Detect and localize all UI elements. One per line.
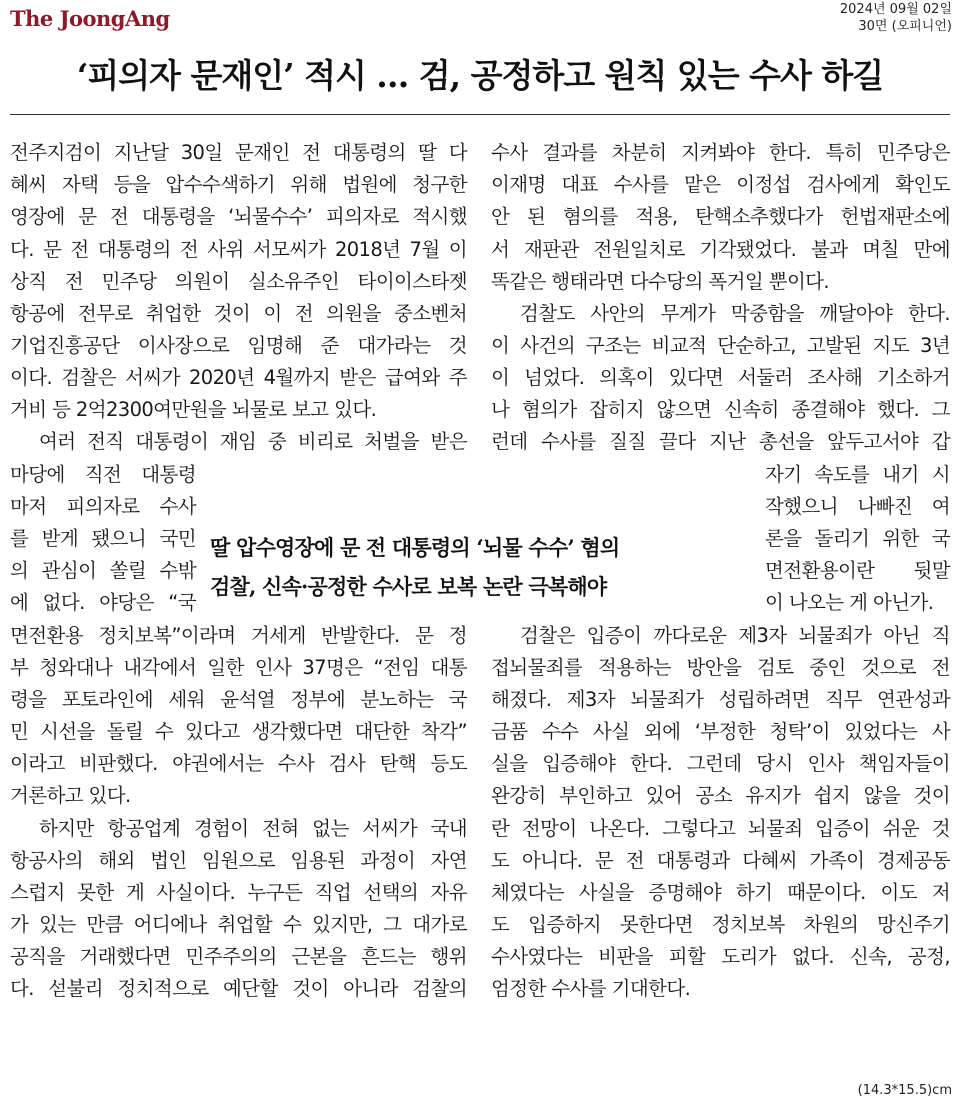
body-text-line: 거비 등 2억2300여만원을 뇌물로 보고 있다. — [10, 398, 377, 421]
body-text-line: 검찰도 사안의 무게가 막중함을 깨달아야 한다. — [520, 302, 950, 325]
body-text-line: 해졌다. 제3자 뇌물죄가 성립하려면 직무 연관성과 — [491, 688, 950, 711]
body-text-line: 영장에 문 전 대통령을 ‘뇌물수수’ 피의자로 적시했 — [10, 205, 467, 228]
body-text-line: 부 청와대나 내각에서 일한 인사 37명은 “전임 대통 — [10, 656, 467, 679]
body-text-line: 공직을 거래했다면 민주주의의 근본을 흔드는 행위 — [10, 945, 467, 968]
masthead-logo: The JoongAng — [10, 6, 170, 31]
body-text-line: 검찰은 입증이 까다로운 제3자 뇌물죄가 아닌 직 — [520, 624, 950, 647]
body-text-line: 론을 돌리기 위한 국 — [765, 527, 950, 550]
body-text-line: 완강히 부인하고 있어 공소 유지가 쉽지 않을 것이 — [491, 784, 950, 807]
body-text-line: 작했으니 나빠진 여 — [765, 495, 950, 518]
body-text-line: 에 없다. 야당은 “국 — [10, 591, 196, 614]
body-text-line: 전주지검이 지난달 30일 문재인 전 대통령의 딸 다 — [10, 141, 467, 164]
body-text-line: 엄정한 수사를 기대한다. — [491, 977, 691, 1000]
publication-meta — [840, 1, 952, 35]
body-text-line: 상직 전 민주당 의원이 실소유주인 타이이스타젯 — [10, 270, 467, 293]
body-text-line: 자기 속도를 내기 시 — [765, 463, 950, 486]
pull-quote — [210, 528, 750, 606]
body-text-line: 나 혐의가 잡히지 않으면 신속히 종결해야 했다. 그 — [491, 398, 950, 421]
body-text-line: 의 관심이 쏠릴 수밖 — [10, 559, 196, 582]
body-text-line: 항공에 전무로 취업한 것이 이 전 의원을 중소벤처 — [10, 302, 467, 325]
body-text-line: 도 아니다. 문 전 대통령과 다혜씨 가족이 경제공동 — [491, 849, 950, 872]
page-section: 30면 (오피니언) — [858, 19, 952, 34]
body-text-line: 다. 섣불리 정치적으로 예단할 것이 아니라 검찰의 — [10, 977, 467, 1000]
body-text-line: 수사 결과를 차분히 지켜봐야 한다. 특히 민주당은 — [491, 141, 950, 164]
body-text-line: 를 받게 됐으니 국민 — [10, 527, 196, 550]
body-text-line: 이 나오는 게 아닌가. — [765, 591, 934, 614]
headline: ‘피의자 문재인’ 적시 … 검, 공정하고 원칙 있는 수사 하길 — [76, 56, 884, 95]
body-text-line: 체였다는 사실을 증명해야 하기 때문이다. 이도 저 — [491, 881, 950, 904]
publication-date: 2024년 09월 02일 — [839, 2, 952, 17]
body-text-line: 가 있는 만큼 어디에나 취업할 수 있지만, 그 대가로 — [10, 913, 467, 936]
body-text-line: 혜씨 자택 등을 압수수색하기 위해 법원에 청구한 — [10, 173, 467, 196]
body-text-line: 수사였다는 비판을 피할 도리가 없다. 신속, 공정, — [491, 945, 950, 968]
body-text-line: 런데 수사를 질질 끌다 지난 총선을 앞두고서야 갑 — [491, 430, 950, 453]
body-text-line: 실을 입증해야 한다. 그런데 당시 인사 책임자들이 — [491, 752, 950, 775]
body-text-line: 도 입증하지 못한다면 정치보복 차원의 망신주기 — [491, 913, 950, 936]
body-text-line: 이 넘었다. 의혹이 있다면 서둘러 조사해 기소하거 — [491, 366, 950, 389]
body-text-line: 스럽지 못한 게 사실이다. 누구든 직업 선택의 자유 — [10, 881, 467, 904]
body-text-line: 란 전망이 나온다. 그렇다고 뇌물죄 입증이 쉬운 것 — [491, 817, 950, 840]
body-text-line: 다. 문 전 대통령의 전 사위 서모씨가 2018년 7월 이 — [10, 238, 467, 261]
body-text-line: 민 시선을 돌릴 수 있다고 생각했다면 대단한 착각” — [10, 720, 467, 743]
headline-divider — [10, 114, 950, 115]
body-text-line: 이다. 검찰은 서씨가 2020년 4월까지 받은 급여와 주 — [10, 366, 467, 389]
body-text-line: 마저 피의자로 수사 — [10, 495, 196, 518]
body-text-line: 똑같은 행태라면 다수당의 폭거일 뿐이다. — [491, 270, 830, 293]
body-text-line: 면전환용이란 뒷말 — [765, 559, 950, 582]
body-text-line: 이재명 대표 수사를 맡은 이정섭 검사에게 확인도 — [491, 173, 950, 196]
body-text-line: 마당에 직전 대통령 — [10, 463, 196, 486]
body-text-line: 여러 전직 대통령이 재임 중 비리로 처벌을 받은 — [39, 430, 467, 453]
pull-quote-line: 딸 압수영장에 문 전 대통령의 ‘뇌물 수수’ 혐의 — [210, 535, 620, 560]
body-text-line: 령을 포토라인에 세워 윤석열 정부에 분노하는 국 — [10, 688, 467, 711]
body-text-line: 기업진흥공단 이사장으로 임명해 준 대가라는 것 — [10, 334, 467, 357]
body-text-line: 이 사건의 구조는 비교적 단순하고, 고발된 지도 3년 — [491, 334, 950, 357]
body-text-line: 안 된 혐의를 적용, 탄핵소추했다가 헌법재판소에 — [491, 205, 950, 228]
body-text-line: 면전환용 정치보복”이라며 거세게 반발한다. 문 정 — [10, 624, 467, 647]
body-text-line: 접뇌물죄를 적용하는 방안을 검토 중인 것으로 전 — [491, 656, 950, 679]
size-note: (14.3*15.5)cm — [857, 1083, 952, 1098]
body-text-line: 항공사의 해외 법인 임원으로 임용된 과정이 자연 — [10, 849, 467, 872]
body-text-line: 이라고 비판했다. 야권에서는 수사 검사 탄핵 등도 — [10, 752, 467, 775]
pull-quote-line: 검찰, 신속·공정한 수사로 보복 논란 극복해야 — [210, 574, 607, 599]
body-text-line: 하지만 항공업계 경험이 전혀 없는 서씨가 국내 — [39, 817, 467, 840]
body-text-line: 금품 수수 사실 외에 ‘부정한 청탁’이 있었다는 사 — [491, 720, 950, 743]
body-text-line: 거론하고 있다. — [10, 784, 131, 807]
body-text-line: 서 재판관 전원일치로 기각됐었다. 불과 며칠 만에 — [491, 238, 950, 261]
